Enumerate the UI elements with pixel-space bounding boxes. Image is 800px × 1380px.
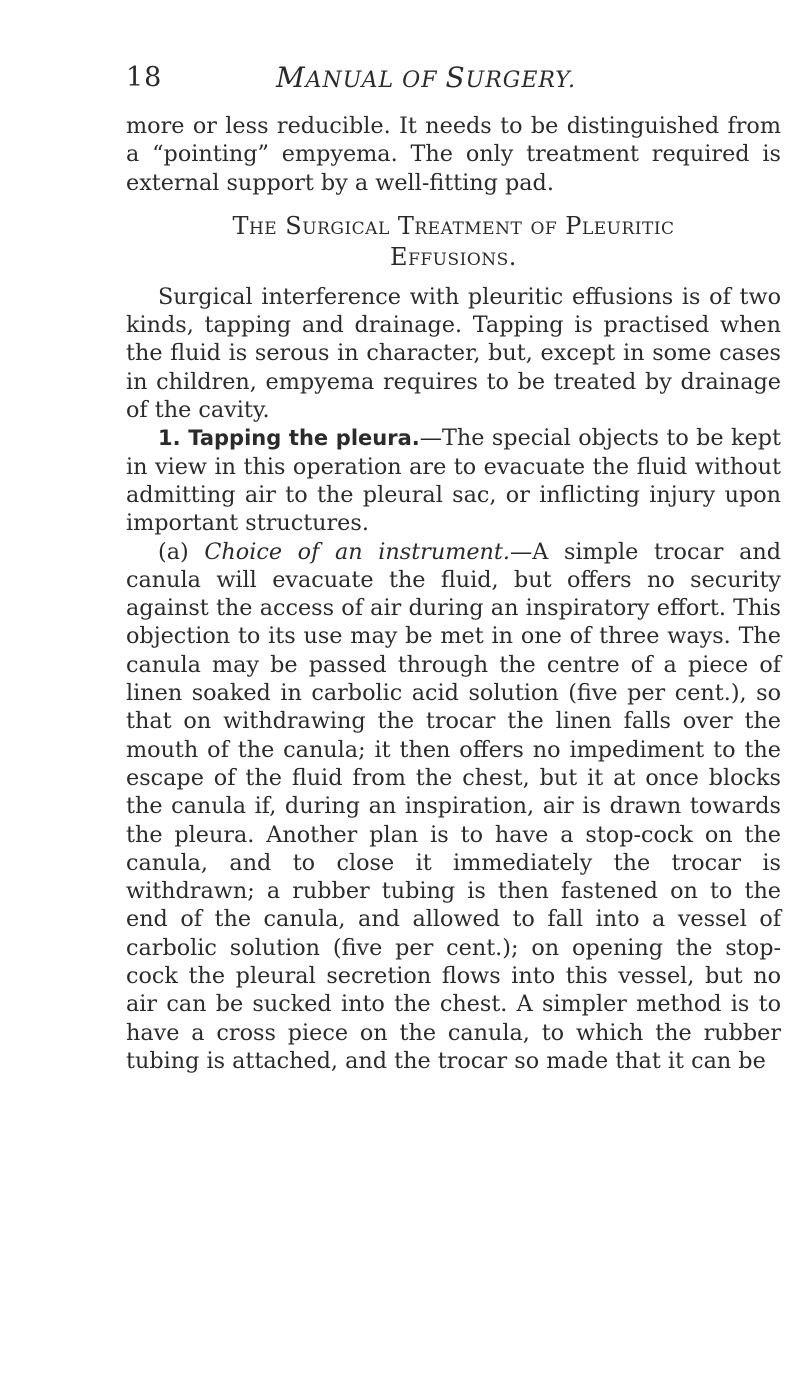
paragraph-choice-of-instrument xyxy=(126,538,781,1076)
paragraph-tapping-the-pleura xyxy=(126,424,781,537)
paragraph-choice-text: —A simple trocar and canula will evacuate the fluid, but offers no security against the access of air during an inspiratory effort. This objection to its use may be met in one of three ways. The canula may be passed through the centre of a piece of linen soaked in carbolic acid solution (five per cent.), so that on withdrawing the trocar the linen falls over the mouth of the canula; it then offers no impediment to the escape of the fluid from the chest, but it at once blocks the canula if, during an inspiration, air is drawn towards the pleura. Another plan is to have a stop-cock on the canula, and to close it immediately the trocar is withdrawn; a rubber tubing is then fastened on to the end of the canula, and allowed to fall into a vessel of carbolic solution (five per cent.); on opening the stop-cock the pleural secretion flows into this vessel, but no air can be sucked into the chest. A simpler method is to have a cross piece on the canula, to which the rubber tubing is attached, and the trocar so made that it can be xyxy=(126,538,781,1074)
title-cap-m: M xyxy=(276,61,306,94)
title-rest-1: ANUAL OF xyxy=(305,68,446,93)
body-text xyxy=(126,112,781,1075)
paragraph-tapping-text: —The special objects to be kept in view in this operation are to evacuate the fluid without admitting air to the pleural sac, or inflicting injury upon important structures. xyxy=(126,425,781,537)
subhead-title: Choice of an instrument. xyxy=(204,538,510,565)
section-heading-line-1: The Surgical Treatment of Pleuritic xyxy=(232,211,675,240)
section-heading-line-2: Effusions. xyxy=(390,242,517,271)
running-title xyxy=(276,61,576,94)
running-head xyxy=(126,62,766,102)
section-heading xyxy=(126,211,781,273)
page-number: 18 xyxy=(126,62,163,93)
paragraph-surgical-interference: Surgical interference with pleuritic effusions is of two kinds, tapping and drainage. Tapping is practised when the fluid is serous in character, but, except in some cases in children, empyema requires to be treated by drainage of the cavity. xyxy=(126,283,781,424)
paragraph-continuation: more or less reducible. It needs to be distinguished from a “pointing” empyema. The only treatment required is external support by a well-fitting pad. xyxy=(126,113,781,196)
title-rest-2: URGERY. xyxy=(465,68,576,93)
subhead-label: (a) xyxy=(158,538,189,565)
title-cap-s: S xyxy=(445,61,466,94)
run-in-heading: 1. Tapping the pleura. xyxy=(158,426,420,451)
